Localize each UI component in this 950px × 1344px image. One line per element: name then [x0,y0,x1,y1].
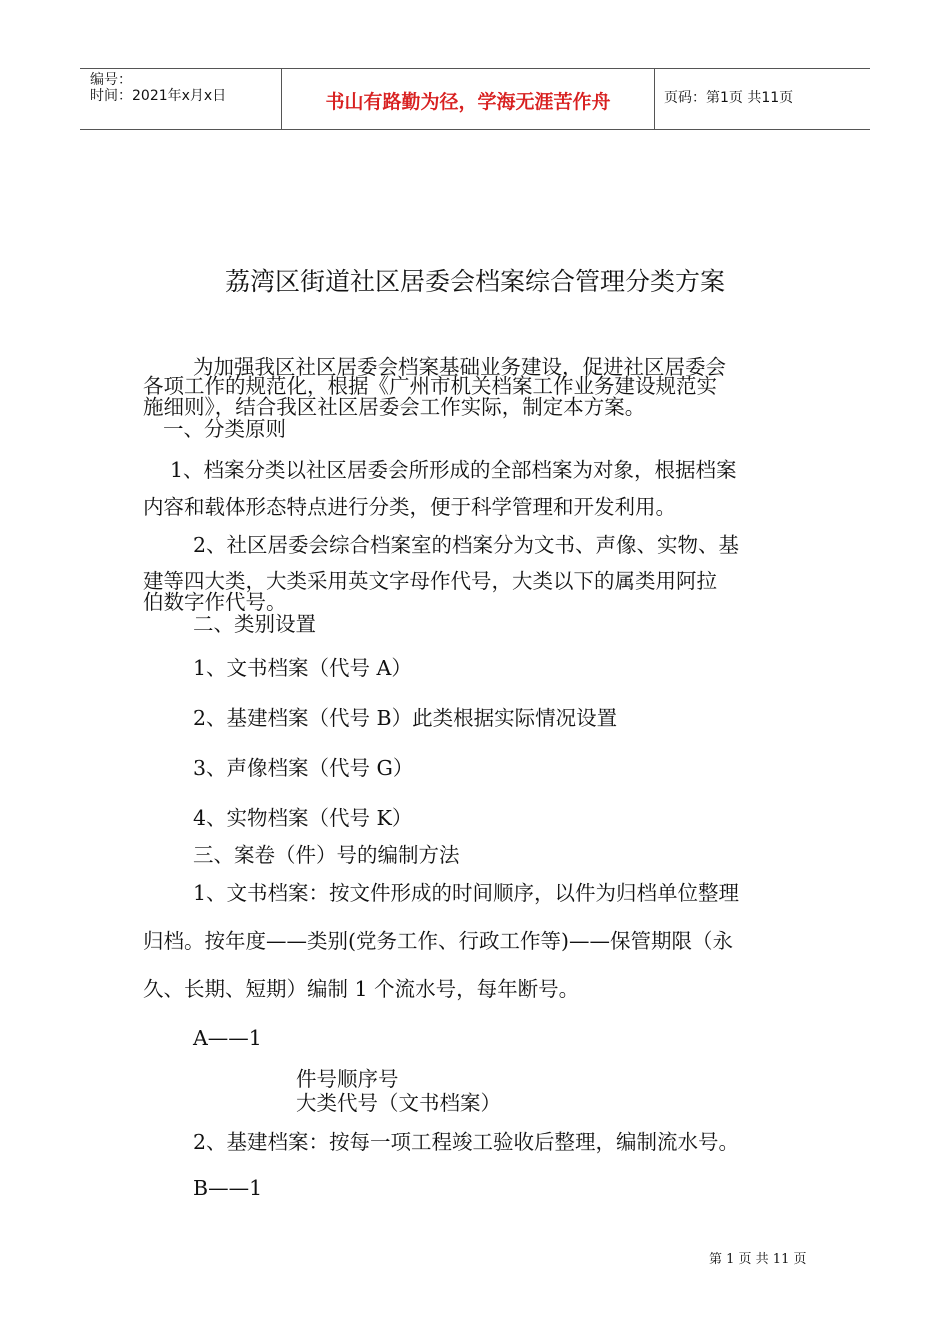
document-title: 荔湾区街道社区居委会档案综合管理分类方案 [224,267,725,296]
example-a-note-2: 大类代号（文书档案） [296,1091,501,1115]
s1-item2-line-1: 2、社区居委会综合档案室的档案分为文书、声像、实物、基 [193,533,740,557]
s1-item1-line-1: 1、档案分类以社区居委会所形成的全部档案为对象，根据档案 [170,458,737,482]
intro-line-3: 施细则》，结合我区社区居委会工作实际，制定本方案。 [143,395,646,419]
section-1-heading: 一、分类原则 [163,417,286,441]
page-header [80,68,870,130]
s1-item2-line-2: 建等四大类，大类采用英文字母作代号，大类以下的属类用阿拉 [143,569,717,593]
header-motto-cell [281,69,655,129]
date-label: 时间：2021年x月x日 [90,88,227,104]
section-2-heading: 二、类别设置 [193,612,316,636]
s3-item1-line-3: 久、长期、短期）编制 1 个流水号，每年断号。 [143,977,580,1001]
category-item: 1、文书档案（代号 A） [193,656,412,680]
section-3-heading: 三、案卷（件）号的编制方法 [193,843,460,867]
footer-page-number: 第 1 页 共 11 页 [709,1252,807,1267]
intro-line-2: 各项工作的规范化，根据《广州市机关档案工作业务建设规范实 [143,374,717,398]
header-page-number: 页码：第1页 共11页 [664,90,794,106]
header-page-cell [654,69,870,129]
example-a-code: A——1 [193,1026,262,1050]
s3-item1-line-2: 归档。按年度——类别(党务工作、行政工作等)——保管期限（永 [143,929,733,953]
motto: 书山有路勤为径，学海无涯苦作舟 [325,91,611,113]
example-b-code: B——1 [193,1176,263,1200]
serial-number-label: 编号： [90,72,132,88]
s1-item2-line-3: 伯数字作代号。 [143,590,287,614]
category-item: 2、基建档案（代号 B）此类根据实际情况设置 [193,706,618,730]
category-item: 4、实物档案（代号 K） [193,806,413,830]
s3-item2: 2、基建档案：按每一项工程竣工验收后整理，编制流水号。 [193,1130,740,1154]
example-a-note-1: 件号顺序号 [296,1067,399,1091]
intro-line-1: 为加强我区社区居委会档案基础业务建设，促进社区居委会 [193,355,726,379]
s3-item1-line-1: 1、文书档案：按文件形成的时间顺序，以件为归档单位整理 [193,881,740,905]
header-meta-cell [80,69,280,129]
category-item: 3、声像档案（代号 G） [193,756,414,780]
s1-item1-line-2: 内容和载体形态特点进行分类，便于科学管理和开发利用。 [143,495,676,519]
